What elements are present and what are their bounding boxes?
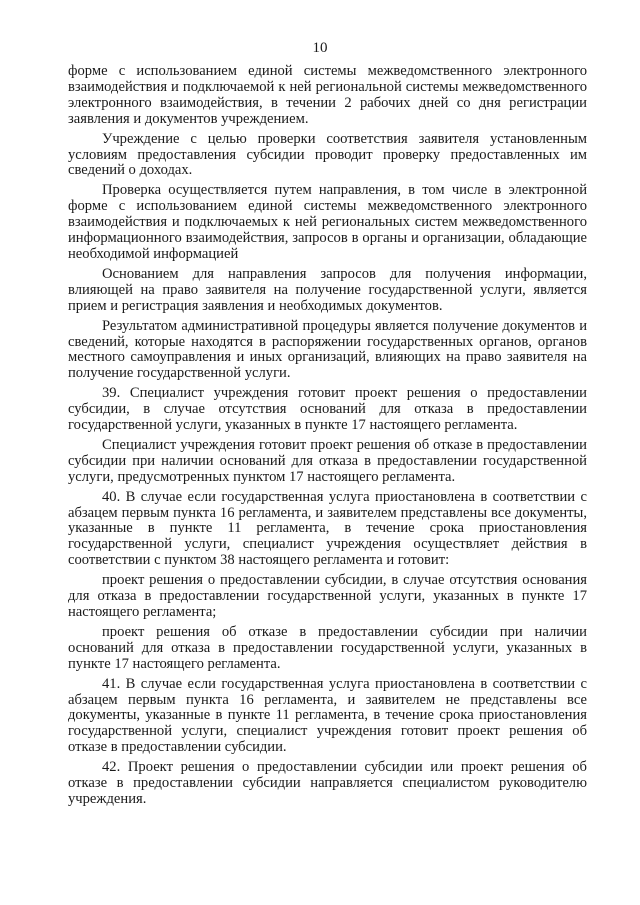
paragraph-item-40: 40. В случае если государственная услуга приостановлена в соответствии с абзацем первым пункта 16 регламента, и заявителем представлены все документы, указанные в пункте 11 регламента, в течение срока приостановления государственной услуги, специалист учреждения осуществляет действия в соответствии с пунктом 38 настоящего регламента и готовит: xyxy=(68,488,587,569)
paragraph-item-39-refusal: Специалист учреждения готовит проект решения об отказе в предоставлении субсидии при наличии оснований для отказа в предоставлении государственной услуги, предусмотренных пунктом 17 настоящего регламента. xyxy=(68,436,587,485)
paragraph-request-basis: Основанием для направления запросов для получения информации, влияющей на право заявителя на получение государственной услуги, является прием и регистрация заявления и необходимых документов. xyxy=(68,265,587,314)
paragraph-item-41: 41. В случае если государственная услуга приостановлена в соответствии с абзацем первым пункта 16 регламента, и заявителем не представлены все документы, указанные в пункте 11 регламента, в течение срока приостановления государственной услуги, специалист учреждения готовит проект решения об отказе в предоставлении субсидии. xyxy=(68,675,587,756)
paragraph-income-check: Учреждение с целью проверки соответствия заявителя установленным условиям предоставления субсидии проводит проверку предоставленных им сведений о доходах. xyxy=(68,130,587,179)
paragraph-continuation: форме с использованием единой системы межведомственного электронного взаимодействия и подключаемой к ней региональной системы межведомственного электронного взаимодействия, в течении 2 рабочих дней со дня регистрации заявления и документов учреждением. xyxy=(68,63,587,127)
paragraph-item-42: 42. Проект решения о предоставлении субсидии или проект решения об отказе в предоставлении субсидии направляется специалистом руководителю учреждения. xyxy=(68,759,587,807)
document-body xyxy=(68,64,587,812)
page-number: 10 xyxy=(312,40,328,56)
paragraph-item-40-grant: проект решения о предоставлении субсидии, в случае отсутствия основания для отказа в предоставлении государственной услуги, указанных в пункте 17 настоящего регламента; xyxy=(68,572,587,620)
paragraph-item-39: 39. Специалист учреждения готовит проект решения о предоставлении субсидии, в случае отсутствия оснований для отказа в предоставлении государственной услуги, указанных в пункте 17 настоящего регламента. xyxy=(68,385,587,434)
paragraph-item-40-refusal: проект решения об отказе в предоставлении субсидии при наличии оснований для отказа в предоставлении государственной услуги, указанных в пункте 17 настоящего регламента. xyxy=(68,623,587,672)
paragraph-procedure-result: Результатом административной процедуры является получение документов и сведений, которые находятся в распоряжении государственных органов, органов местного самоуправления и иных организаций, влияющих на право заявителя на получение государственной услуги. xyxy=(68,317,587,382)
paragraph-check-method: Проверка осуществляется путем направления, в том числе в электронной форме с использованием единой системы межведомственного электронного взаимодействия и подключаемых к ней региональных систем межведомственного информационного взаимодействия, запросов в органы и организации, обладающие необходимой информацией xyxy=(68,182,587,262)
